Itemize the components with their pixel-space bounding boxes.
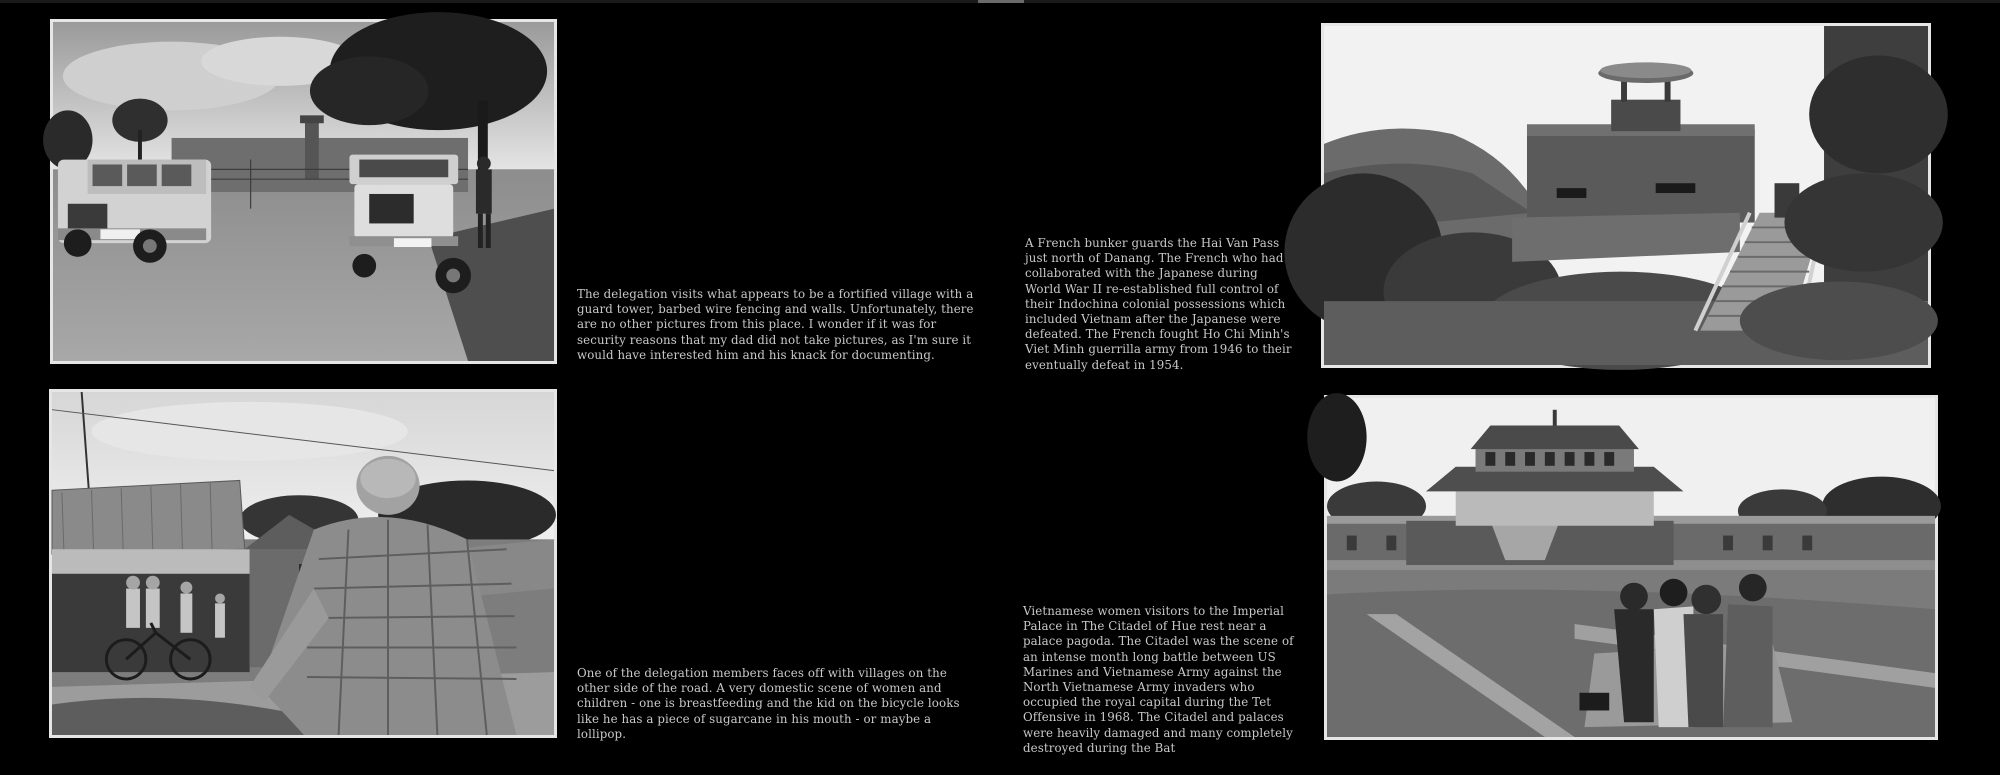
scroll-indicator[interactable] (978, 0, 1024, 3)
caption-french-bunker: A French bunker guards the Hai Van Pass just north of Danang. The French who had collaborated with the Japanese during World War II re-established full control of their Indochina colonial possessions which included Vietnam after the Japanese were defeated. The French fought Ho Chi Minh's Viet Minh guerrilla army from 1946 to their eventually defeat in 1954. (1025, 236, 1292, 372)
photo-imperial-palace-hue (1324, 395, 1938, 740)
photo-delegation-member-villagers (49, 389, 557, 738)
photo-french-bunker-hai-van-pass (1321, 23, 1931, 368)
top-scroll-bar (0, 0, 2000, 3)
caption-delegation-villagers: One of the delegation members faces off with villages on the other side of the road. A very domestic scene of women and children - one is breastfeeding and the kid on the bicycle looks like he has a piece of sugarcane in his mouth - or maybe a lollipop. (577, 666, 960, 741)
caption-imperial-palace-hue: Vietnamese women visitors to the Imperial Palace in The Citadel of Hue rest near a palace pagoda. The Citadel was the scene of an intense month long battle between US Marines and Vietnamese Army against the North Vietnamese Army invaders who occupied the royal capital during the Tet Offensive in 1968. The Citadel and palaces were heavily damaged and many completely destroyed during the Bat (1023, 604, 1294, 755)
caption-fortified-village: The delegation visits what appears to be a fortified village with a guard tower, barbed wire fencing and walls. Unfortunately, there are no other pictures from this place. I wonder if it was for security reasons that my dad did not take pictures, as I'm sure it would have interested him and his knack for documenting. (577, 287, 974, 362)
photo-jeeps-fortified-village (50, 19, 557, 364)
